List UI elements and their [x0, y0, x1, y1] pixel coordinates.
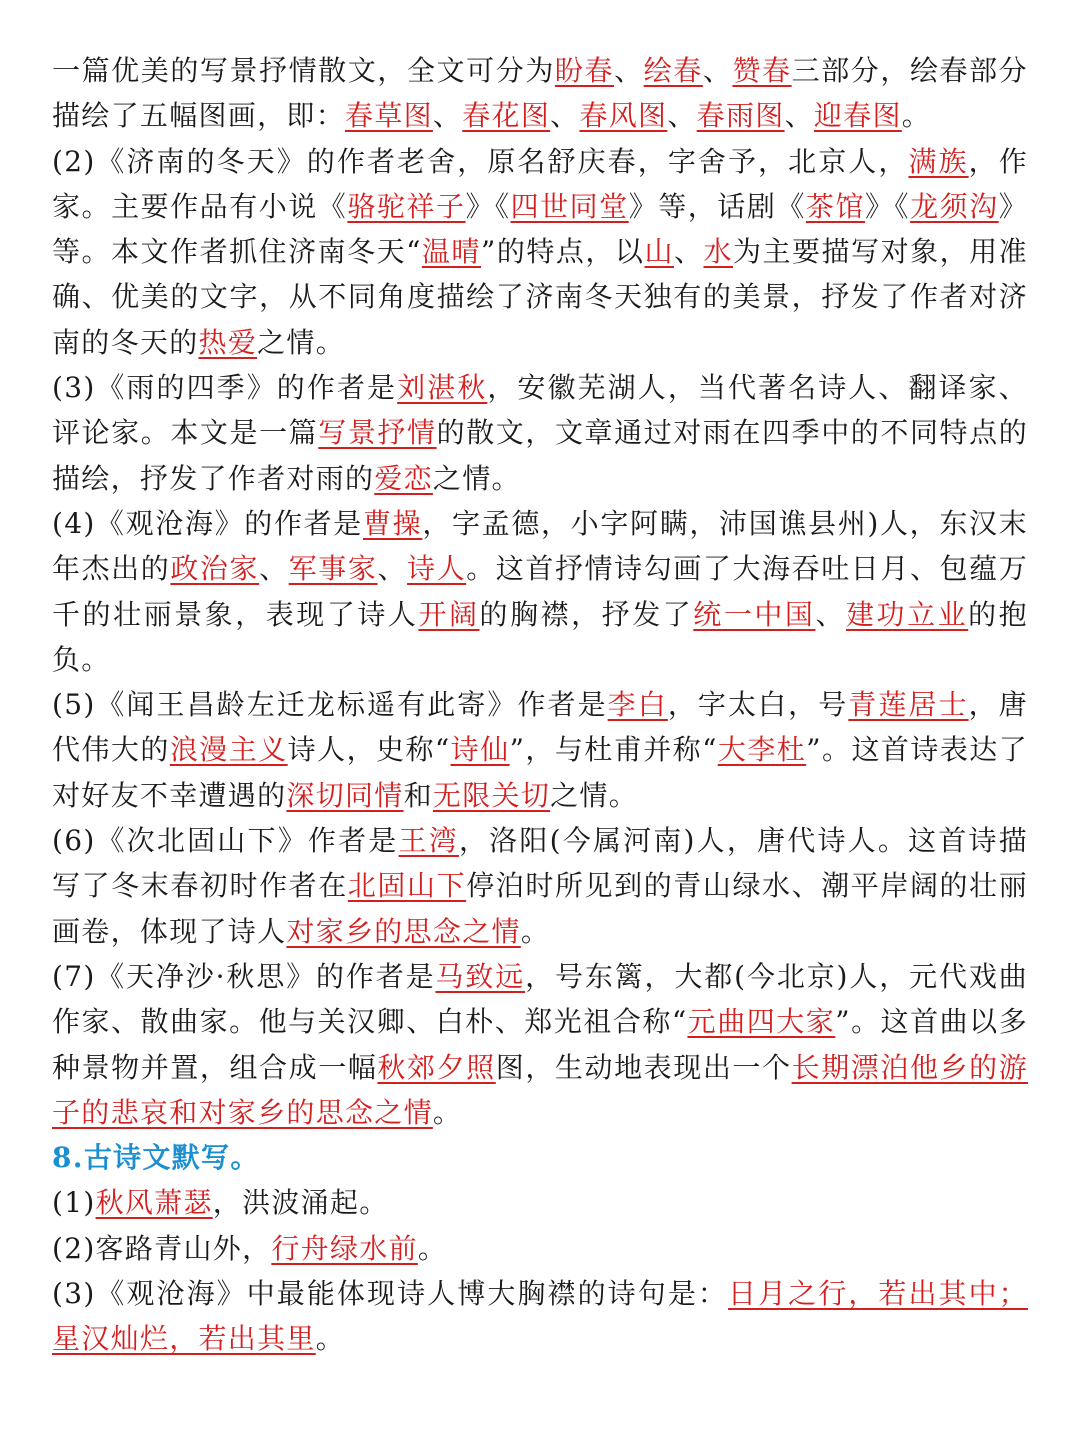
dictation-item [52, 1271, 1028, 1362]
body-text: ，洛阳(今属河南)人，唐代诗人。这首诗描写了冬末春初时作者在 [52, 824, 1028, 903]
answer-text: 建功立业 [846, 597, 969, 631]
answer-paragraph [52, 954, 1028, 1135]
answer-text: 长期漂泊他乡的游子的悲哀和对家乡的思念之情 [52, 1050, 1028, 1129]
answer-paragraphs [52, 48, 1028, 1135]
dictation-item [52, 1180, 1028, 1225]
section-heading: 8.古诗文默写。 [52, 1141, 260, 1175]
answer-text: 北固山下 [347, 869, 467, 903]
answer-text: 四世同堂 [510, 189, 629, 223]
answer-text: 赞春 [732, 54, 792, 87]
body-text: ”，与杜甫并称“ [509, 733, 718, 767]
body-text: 的胸襟，抒发了 [479, 597, 694, 631]
body-text: 》等。本文作者抓住济南冬天“ [52, 189, 1028, 269]
body-text: 之情。 [550, 778, 639, 812]
answer-text: 李白 [607, 688, 668, 722]
answer-text: 春雨图 [696, 99, 785, 133]
body-text: 。 [315, 1322, 346, 1356]
answer-paragraph [52, 365, 1028, 501]
answer-text: 爱恋 [374, 461, 433, 495]
dictation-item [52, 1226, 1028, 1271]
answer-text: 秋风萧瑟 [95, 1186, 213, 1220]
dictation-answers [52, 1180, 1028, 1361]
answer-paragraph [52, 682, 1028, 818]
answer-text: 政治家 [170, 552, 260, 586]
answer-paragraph [52, 48, 1028, 139]
answer-text: 深切同情 [286, 778, 404, 812]
answer-text: 浪漫主义 [169, 733, 288, 767]
answer-text: 满族 [908, 144, 969, 178]
body-text: 。 [432, 1095, 463, 1129]
body-text: (7)《天净沙·秋思》的作者是 [52, 959, 436, 993]
body-text: (3)《雨的四季》的作者是 [52, 371, 398, 405]
body-text: ”。这首诗表达了对好友不幸遭遇的 [52, 733, 1029, 812]
answer-text: 青莲居士 [848, 688, 969, 722]
answer-text: 秋郊夕照 [377, 1050, 496, 1084]
answer-text: 山 [644, 235, 674, 269]
body-text: 、 [673, 235, 704, 269]
body-text: 一篇优美的写景抒情散文，全文可分为 [52, 54, 555, 87]
body-text: 为主要描写对象，用准确、优美的文字，从不同角度描绘了济南冬天独有的美景，抒发了作者对济南的冬天的 [52, 235, 1028, 359]
answer-text: 军事家 [288, 552, 378, 586]
body-text: 之情。 [432, 461, 521, 495]
answer-text: 王湾 [398, 824, 459, 858]
answer-text: 骆驼祥子 [347, 189, 466, 223]
answer-text: 刘湛秋 [397, 371, 488, 405]
answer-text: 盼春 [554, 54, 615, 87]
answer-text: 大李杜 [717, 733, 807, 767]
answer-text: 迎春图 [813, 99, 902, 133]
answer-text: 诗仙 [450, 733, 510, 767]
answer-text: 温晴 [421, 235, 482, 269]
body-text: (6)《次北固山下》作者是 [52, 824, 399, 858]
body-text: 、 [550, 99, 580, 133]
body-text: (4)《观沧海》的作者是 [52, 506, 363, 540]
body-text: 、 [815, 597, 846, 631]
body-text: 。 [901, 99, 932, 133]
answer-text: 春风图 [579, 99, 668, 133]
body-text: (2)《济南的冬天》的作者老舍，原名舒庆春，字舍予，北京人， [52, 144, 909, 178]
body-text: 。这首抒情诗勾画了大海吞吐日月、包蕴万千的壮丽景象，表现了诗人 [52, 552, 1028, 631]
body-text: 、 [702, 54, 733, 87]
body-text: ，作家。主要作品有小说《 [52, 144, 1028, 223]
body-text: ，洪波涌起。 [212, 1186, 389, 1220]
body-text: ，安徽芜湖人，当代著名诗人、翻译家、评论家。本文是一篇 [52, 371, 1028, 450]
body-text: 停泊时所见到的青山绿水、潮平岸阔的壮丽画卷，体现了诗人 [52, 869, 1028, 948]
body-text: 的抱负。 [52, 597, 1028, 676]
body-text: 、 [259, 552, 289, 586]
body-text: ，字太白，号 [667, 688, 849, 722]
answer-text: 马致远 [435, 959, 526, 993]
body-text: 》《 [465, 189, 511, 223]
body-text: 三部分，绘春部分描绘了五幅图画，即： [52, 54, 1028, 133]
body-text: 、 [784, 99, 814, 133]
body-text: 、 [377, 552, 408, 586]
body-text: ”的特点，以 [481, 235, 645, 269]
body-text: ，号东篱，大都(今北京)人，元代戏曲作家、散曲家。他与关汉卿、白朴、郑光祖合称“ [52, 959, 1028, 1039]
body-text: 图，生动地表现出一个 [495, 1050, 792, 1084]
answer-text: 热爱 [198, 325, 258, 359]
answer-text: 曹操 [362, 506, 423, 540]
answer-paragraph [52, 501, 1028, 682]
answer-text: 日月之行，若出其中；星汉灿烂，若出其里 [52, 1277, 1028, 1356]
answer-text: 无限关切 [432, 778, 551, 812]
answer-paragraph [52, 818, 1028, 954]
body-text: 、 [614, 54, 644, 87]
body-text: (5)《闻王昌龄左迁龙标遥有此寄》作者是 [52, 688, 608, 722]
answer-text: 写景抒情 [318, 416, 437, 450]
body-text: 、 [432, 99, 463, 133]
answer-text: 春草图 [345, 99, 433, 133]
body-text: 和 [403, 778, 433, 812]
body-text: (2)客路青山外， [52, 1231, 272, 1265]
body-text: 》等，话剧《 [628, 189, 806, 223]
body-text: 》《 [865, 189, 911, 223]
answer-paragraph [52, 139, 1028, 365]
answer-text: 绘春 [643, 54, 703, 87]
answer-text: 统一中国 [693, 597, 816, 631]
answer-text: 水 [703, 235, 733, 269]
body-text: (1) [52, 1186, 96, 1220]
body-text: 。 [417, 1231, 448, 1265]
answer-text: 茶馆 [805, 189, 865, 223]
body-text: 、 [667, 99, 697, 133]
body-text: ，字孟德，小字阿瞒，沛国谯县州)人，东汉末年杰出的 [52, 506, 1028, 586]
answer-text: 龙须沟 [910, 189, 999, 223]
answer-text: 对家乡的思念之情 [286, 914, 521, 948]
answer-text: 诗人 [407, 552, 467, 586]
answer-text: 元曲四大家 [687, 1005, 836, 1039]
answer-text: 春花图 [462, 99, 551, 133]
body-text: 的散文，文章通过对雨在四季中的不同特点的描绘，抒发了作者对雨的 [52, 416, 1029, 495]
body-text: 。 [520, 914, 551, 948]
answer-text: 开阔 [418, 597, 480, 631]
body-text: ”。这首曲以多种景物并置，组合成一幅 [52, 1005, 1028, 1084]
answer-text: 行舟绿水前 [271, 1231, 418, 1265]
body-text: 之情。 [257, 325, 346, 359]
body-text: ，唐代伟大的 [52, 688, 1028, 767]
body-text: 诗人，史称“ [287, 733, 451, 767]
body-text: (3)《观沧海》中最能体现诗人博大胸襟的诗句是： [52, 1277, 728, 1311]
